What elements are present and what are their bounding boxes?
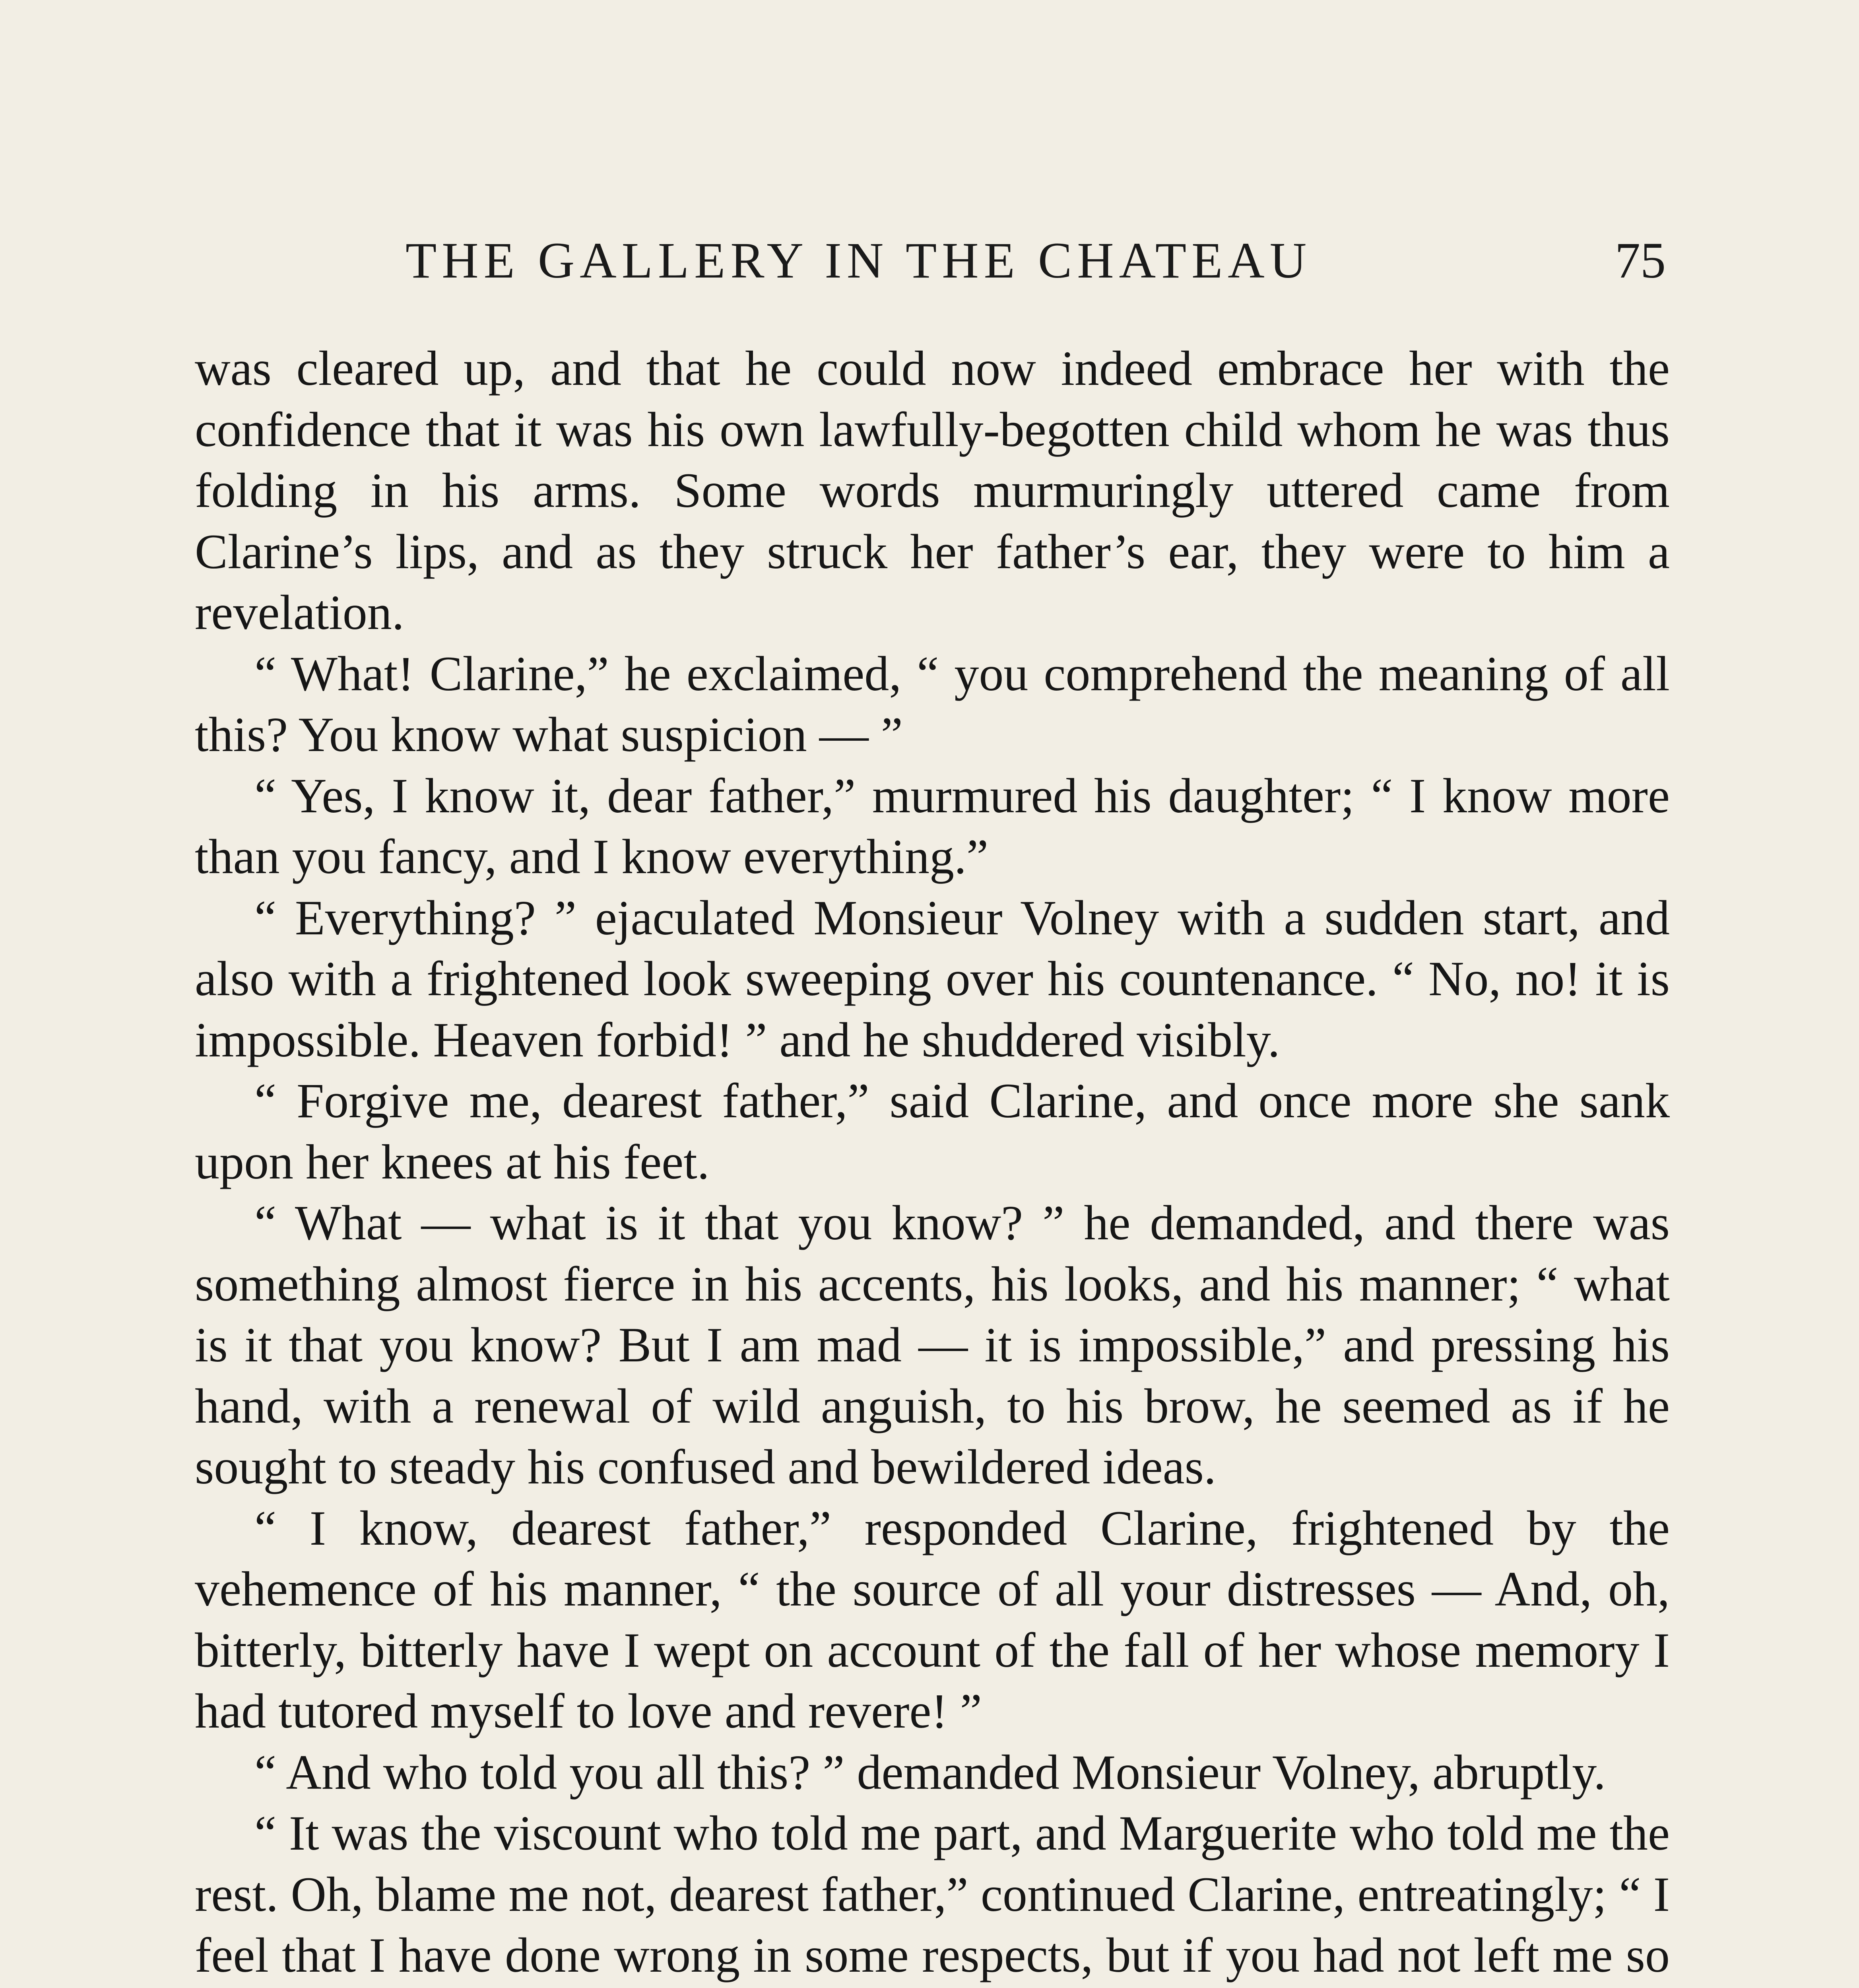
paragraph: “ It was the viscount who told me part, and Marguerite who told me the rest. Oh, blame me not, dearest father,” continued Clarine, entreatingly; “ I feel that I have done wrong in some respects, but if you had not left me so [195, 1806, 1670, 1982]
paragraph: was cleared up, and that he could now indeed embrace her with the confidence that it was his own lawfully-begotten child whom he was thus folding in his arms. Some words murmuringly uttered came from Clarine’s lips, and as they struck her father’s ear, they were to him a revelation. [195, 341, 1670, 640]
paragraph: “ Forgive me, dearest father,” said Clarine, and once more she sank upon her knees at his feet. [195, 1074, 1670, 1189]
running-title: THE GALLERY IN THE CHATEAU [406, 232, 1312, 289]
paragraph: “ What! Clarine,” he exclaimed, “ you comprehend the meaning of all this? You know what suspicion — ” [195, 646, 1670, 762]
paragraph: “ What — what is it that you know? ” he demanded, and there was something almost fierce in his accents, his looks, and his manner; “ what is it that you know? But I am mad — it is impossible,” and pressing his hand, with a renewal of wild anguish, to his brow, he seemed as if he sought to steady his confused and bewildered ideas. [195, 1196, 1670, 1494]
page-header [195, 221, 1666, 300]
body-text [195, 338, 1670, 1988]
paragraph: “ Everything? ” ejaculated Monsieur Volney with a sudden start, and also with a frightened look sweeping over his countenance. “ No, no! it is impossible. Heaven forbid! ” and he shuddered visibly. [195, 890, 1670, 1067]
paragraph: “ I know, dearest father,” responded Clarine, frightened by the vehemence of his manner, “ the source of all your distresses — And, oh, bitterly, bitterly have I wept on account of the fall of her whose memory I had tutored myself to love and revere! ” [195, 1501, 1670, 1738]
paragraph: “ And who told you all this? ” demanded Monsieur Volney, abruptly. [254, 1745, 1606, 1800]
paragraph: “ Yes, I know it, dear father,” murmured his daughter; “ I know more than you fancy, and I know everything.” [195, 768, 1670, 884]
page-number: 75 [1615, 232, 1666, 289]
